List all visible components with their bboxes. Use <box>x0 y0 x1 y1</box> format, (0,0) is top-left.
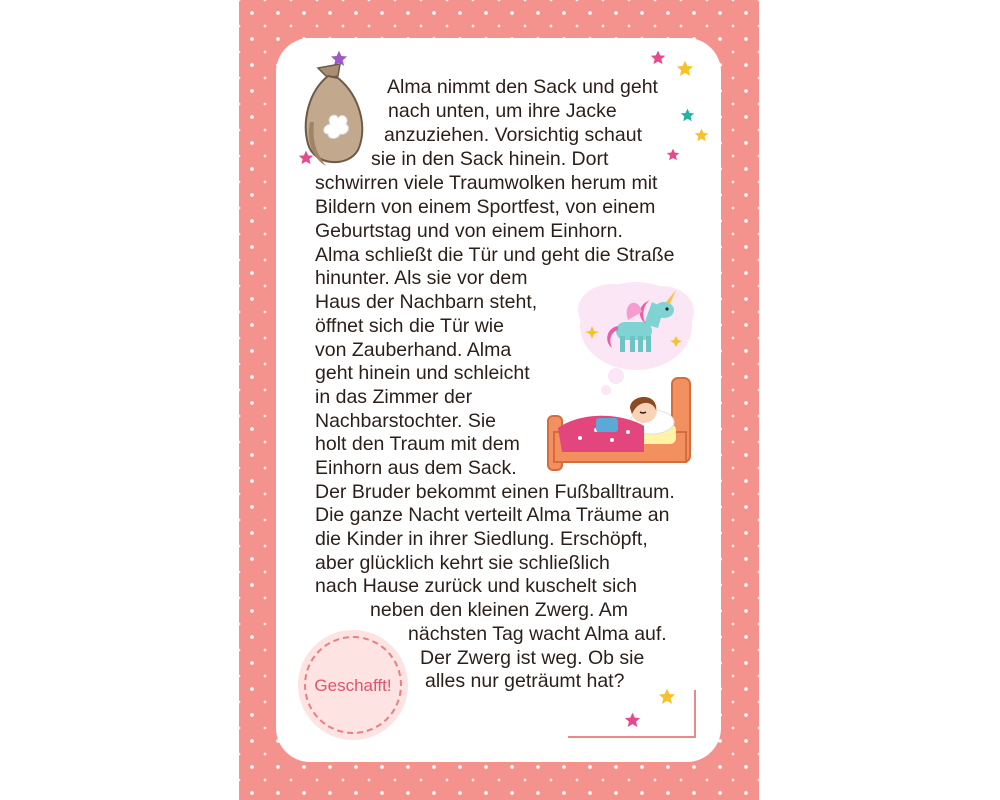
story-line: alles nur geträumt hat? <box>425 670 625 692</box>
star-icon <box>676 60 694 78</box>
story-line: nach unten, um ihre Jacke <box>388 100 617 122</box>
corner-bracket <box>568 690 696 738</box>
star-icon <box>666 148 680 162</box>
story-line: holt den Traum mit dem <box>315 433 520 455</box>
story-line: nach Hause zurück und kuschelt sich <box>315 575 637 597</box>
story-line: öffnet sich die Tür wie <box>315 315 504 337</box>
story-line: hinunter. Als sie vor dem <box>315 267 528 289</box>
sleeping-girl-in-bed-icon <box>540 368 700 478</box>
story-line: sie in den Sack hinein. Dort <box>371 148 609 170</box>
story-line: Haus der Nachbarn steht, <box>315 291 538 313</box>
story-line: Alma schließt die Tür und geht die Straße <box>315 244 675 266</box>
story-line: neben den kleinen Zwerg. Am <box>370 599 628 621</box>
star-icon <box>680 108 695 123</box>
story-line: anzuziehen. Vorsichtig schaut <box>384 124 642 146</box>
star-icon <box>694 128 709 143</box>
story-line: Nachbarstochter. Sie <box>315 410 497 432</box>
story-line: die Kinder in ihrer Siedlung. Erschöpft, <box>315 528 648 550</box>
story-line: schwirren viele Traumwolken herum mit <box>315 172 658 194</box>
sack-icon <box>300 62 370 172</box>
story-line: Der Zwerg ist weg. Ob sie <box>420 647 645 669</box>
stamp-label: Geschafft! <box>314 676 392 695</box>
story-line: Alma nimmt den Sack und geht <box>387 76 658 98</box>
story-line: Bildern von einem Sportfest, von einem <box>315 196 656 218</box>
story-line: Geburtstag und von einem Einhorn. <box>315 220 623 242</box>
story-line: Der Bruder bekommt einen Fußballtraum. <box>315 481 675 503</box>
story-line: geht hinein und schleicht <box>315 362 530 384</box>
story-line: nächsten Tag wacht Alma auf. <box>408 623 667 645</box>
star-icon <box>650 50 666 66</box>
story-line: aber glücklich kehrt sie schließlich <box>315 552 610 574</box>
story-line: Die ganze Nacht verteilt Alma Träume an <box>315 504 670 526</box>
geschafft-stamp <box>298 630 408 740</box>
story-line: Einhorn aus dem Sack. <box>315 457 517 479</box>
story-line: in das Zimmer der <box>315 386 473 408</box>
story-line: von Zauberhand. Alma <box>315 339 512 361</box>
